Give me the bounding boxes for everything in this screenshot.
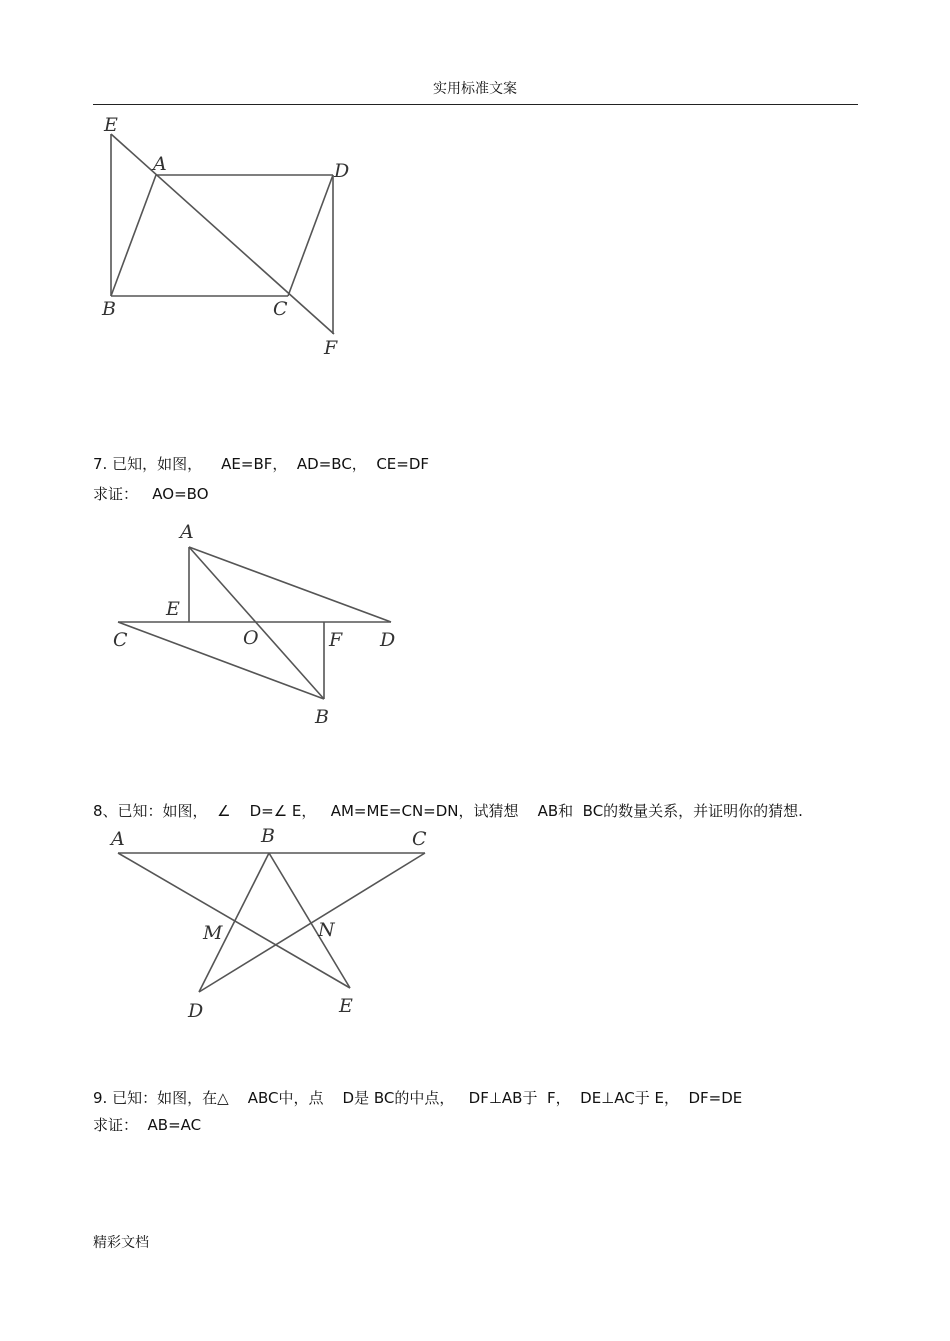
label-E: E: [166, 598, 180, 620]
label-A: A: [180, 521, 194, 543]
label-F: F: [324, 337, 338, 359]
q8-given: 8、已知：如图， ∠ D=∠ E， AM=ME=CN=DN，试猜想 AB和 BC的数量关系，并证明你的猜想.: [93, 802, 803, 820]
label-D: D: [380, 629, 396, 651]
label-A: A: [111, 828, 125, 850]
label-C: C: [273, 298, 288, 320]
q9-prove: 求证： AB=AC: [93, 1116, 202, 1134]
label-O: O: [243, 627, 259, 649]
label-A: A: [153, 153, 167, 175]
label-E: E: [104, 114, 118, 136]
seg-CD: [199, 853, 425, 992]
label-C: C: [113, 629, 128, 651]
page-header: 实用标准文案: [433, 81, 517, 97]
q7-given: 7. 已知，如图， AE=BF， AD=BC， CE=DF: [93, 455, 430, 473]
label-M: M: [203, 922, 223, 944]
label-D: D: [334, 160, 350, 182]
label-B: B: [102, 298, 116, 320]
label-N: N: [318, 919, 335, 941]
label-F: F: [329, 629, 343, 651]
label-E: E: [339, 995, 353, 1017]
q9-given: 9. 已知：如图，在△ ABC中，点 D是 BC的中点， DF⊥AB于 F， DE⊥AC于 E， DF=DE: [93, 1089, 743, 1107]
label-B: B: [315, 706, 329, 728]
page-footer: 精彩文档: [93, 1235, 149, 1251]
q7-prove: 求证： AO=BO: [93, 485, 209, 503]
label-C: C: [412, 828, 427, 850]
label-D: D: [188, 1000, 204, 1022]
seg-BE: [269, 853, 350, 988]
label-B: B: [261, 825, 275, 847]
